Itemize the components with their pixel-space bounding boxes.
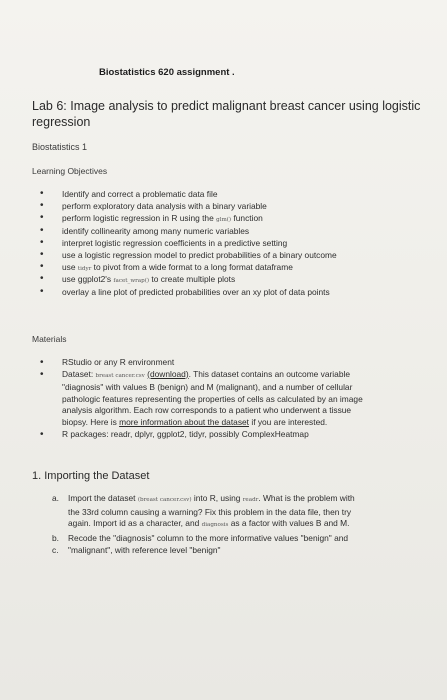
section1-task-list — [48, 493, 443, 558]
material-item-rstudio: • RStudio or any R environment — [40, 357, 445, 369]
objective-item: • overlay a line plot of predicted probabilities over an xy plot of data points — [40, 286, 337, 298]
objective-item: • use a logistic regression model to predict probabilities of a binary outcome — [40, 249, 337, 261]
objective-item: • perform exploratory data analysis with a binary variable — [40, 200, 337, 212]
objective-item: • perform logistic regression in R using the glm() function — [40, 212, 337, 224]
learning-objectives-list — [40, 188, 337, 298]
objective-item: • interpret logistic regression coefficients in a predictive setting — [40, 237, 337, 249]
objective-item: • use ggplot2's facet_wrap() to create multiple plots — [40, 273, 337, 285]
download-link[interactable]: (download) — [147, 368, 189, 379]
code-diagnosis: diagnosis — [201, 522, 229, 529]
course-name: Biostatistics 1 — [32, 142, 88, 152]
objective-item: • use tidyr to pivot from a wide format to a long format dataframe — [40, 261, 337, 273]
learning-objectives-heading: Learning Objectives — [32, 166, 108, 176]
materials-heading: Materials — [32, 334, 67, 344]
task-marker: a. — [52, 493, 59, 503]
code-dataset-file: breast cancer.csv — [95, 372, 145, 379]
lab-title: Lab 6: Image analysis to predict malignant breast cancer using logistic regression — [32, 99, 421, 129]
task-item-c: c. "malignant", with reference level "benign" — [52, 545, 221, 556]
task-marker: c. — [52, 545, 59, 556]
objective-item: • identify collinearity among many numeric variables — [40, 225, 337, 237]
material-item-packages: • R packages: readr, dplyr, ggplot2, tidyr, possibly ComplexHeatmap — [40, 429, 445, 441]
code-dataset-file: (breast cancer.csv) — [137, 497, 192, 503]
dataset-info-link[interactable]: more information about the dataset — [119, 416, 249, 427]
assignment-heading: Biostatistics 620 assignment . — [99, 67, 235, 78]
objective-item: • Identify and correct a problematic data file — [40, 188, 337, 200]
code-tidyr: tidyr — [77, 266, 92, 273]
task-item-b: b. Recode the "diagnosis" column to the more informative values "benign" and — [52, 532, 349, 543]
task-item-a: a. Import the dataset (breast cancer.csv) into R, using readr. What is the problem with the 33rd column causing a warning? Fix this problem in the data file, then try again. Import id as a character, and diagnosis as a factor with values B and M. — [52, 493, 355, 529]
code-readr: readr — [242, 497, 259, 503]
code-glm: glm() — [216, 217, 232, 224]
material-item-dataset: • Dataset: breast cancer.csv (download). This dataset contains an outcome variable "diagnosis" with values B (benign) and M (malignant), and a number of cellular pathologic features representing the properties of cells as calculated by an image analysis algorithm. Each row corresponds to a patient who underwent a tissue biopsy. Here is more information about the dataset if you are interested. — [40, 369, 445, 429]
task-marker: b. — [52, 532, 59, 543]
code-facet-wrap: facet_wrap() — [113, 278, 150, 285]
materials-list — [40, 357, 445, 440]
section-heading-importing: 1. Importing the Dataset — [32, 470, 150, 482]
